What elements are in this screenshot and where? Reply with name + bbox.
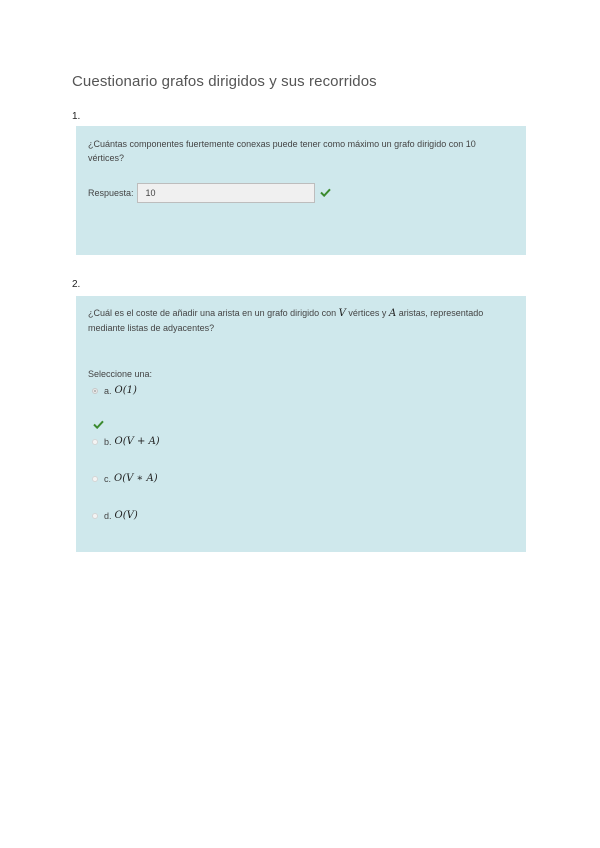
option-math: O(V + A) bbox=[114, 436, 160, 447]
question-number: 1. bbox=[72, 111, 81, 122]
radio-unselected[interactable] bbox=[92, 439, 98, 445]
math-symbol-a: A bbox=[388, 308, 397, 319]
option-math: O(V) bbox=[114, 510, 138, 521]
question-text-part: aristas, representado mediante listas de adyacentes? bbox=[88, 308, 484, 333]
option-letter: c. bbox=[104, 473, 112, 484]
answer-label: Respuesta: bbox=[88, 188, 134, 198]
radio-selected[interactable] bbox=[92, 388, 98, 394]
option-math: O(V ∗ A) bbox=[114, 473, 158, 484]
answer-row bbox=[88, 183, 331, 203]
option-a[interactable] bbox=[92, 385, 137, 396]
page-title: Cuestionario grafos dirigidos y sus recorridos bbox=[72, 73, 377, 90]
question-text-part: vértices y bbox=[348, 308, 387, 318]
answer-value: 10 bbox=[145, 188, 156, 198]
question-box-2 bbox=[76, 296, 526, 552]
question-number: 2. bbox=[72, 279, 81, 290]
check-icon bbox=[320, 184, 331, 202]
answer-input[interactable] bbox=[137, 183, 315, 203]
question-text-part: ¿Cuál es el coste de añadir una arista en un grafo dirigido con bbox=[88, 308, 337, 318]
option-c[interactable] bbox=[92, 473, 158, 484]
question-box-1 bbox=[76, 126, 526, 255]
radio-unselected[interactable] bbox=[92, 476, 98, 482]
math-symbol-v: V bbox=[338, 308, 346, 319]
question-text: ¿Cuántas componentes fuertemente conexas puede tener como máximo un grafo dirigido con 10 vértices? bbox=[88, 139, 476, 163]
select-prompt: Seleccione una: bbox=[88, 369, 153, 379]
option-b[interactable] bbox=[92, 436, 160, 447]
check-icon bbox=[93, 416, 104, 434]
option-letter: a. bbox=[104, 385, 112, 396]
option-letter: d. bbox=[104, 510, 112, 521]
option-d[interactable] bbox=[92, 510, 138, 521]
option-letter: b. bbox=[104, 436, 112, 447]
option-math: O(1) bbox=[114, 385, 137, 396]
radio-unselected[interactable] bbox=[92, 513, 98, 519]
question-text bbox=[88, 306, 513, 335]
